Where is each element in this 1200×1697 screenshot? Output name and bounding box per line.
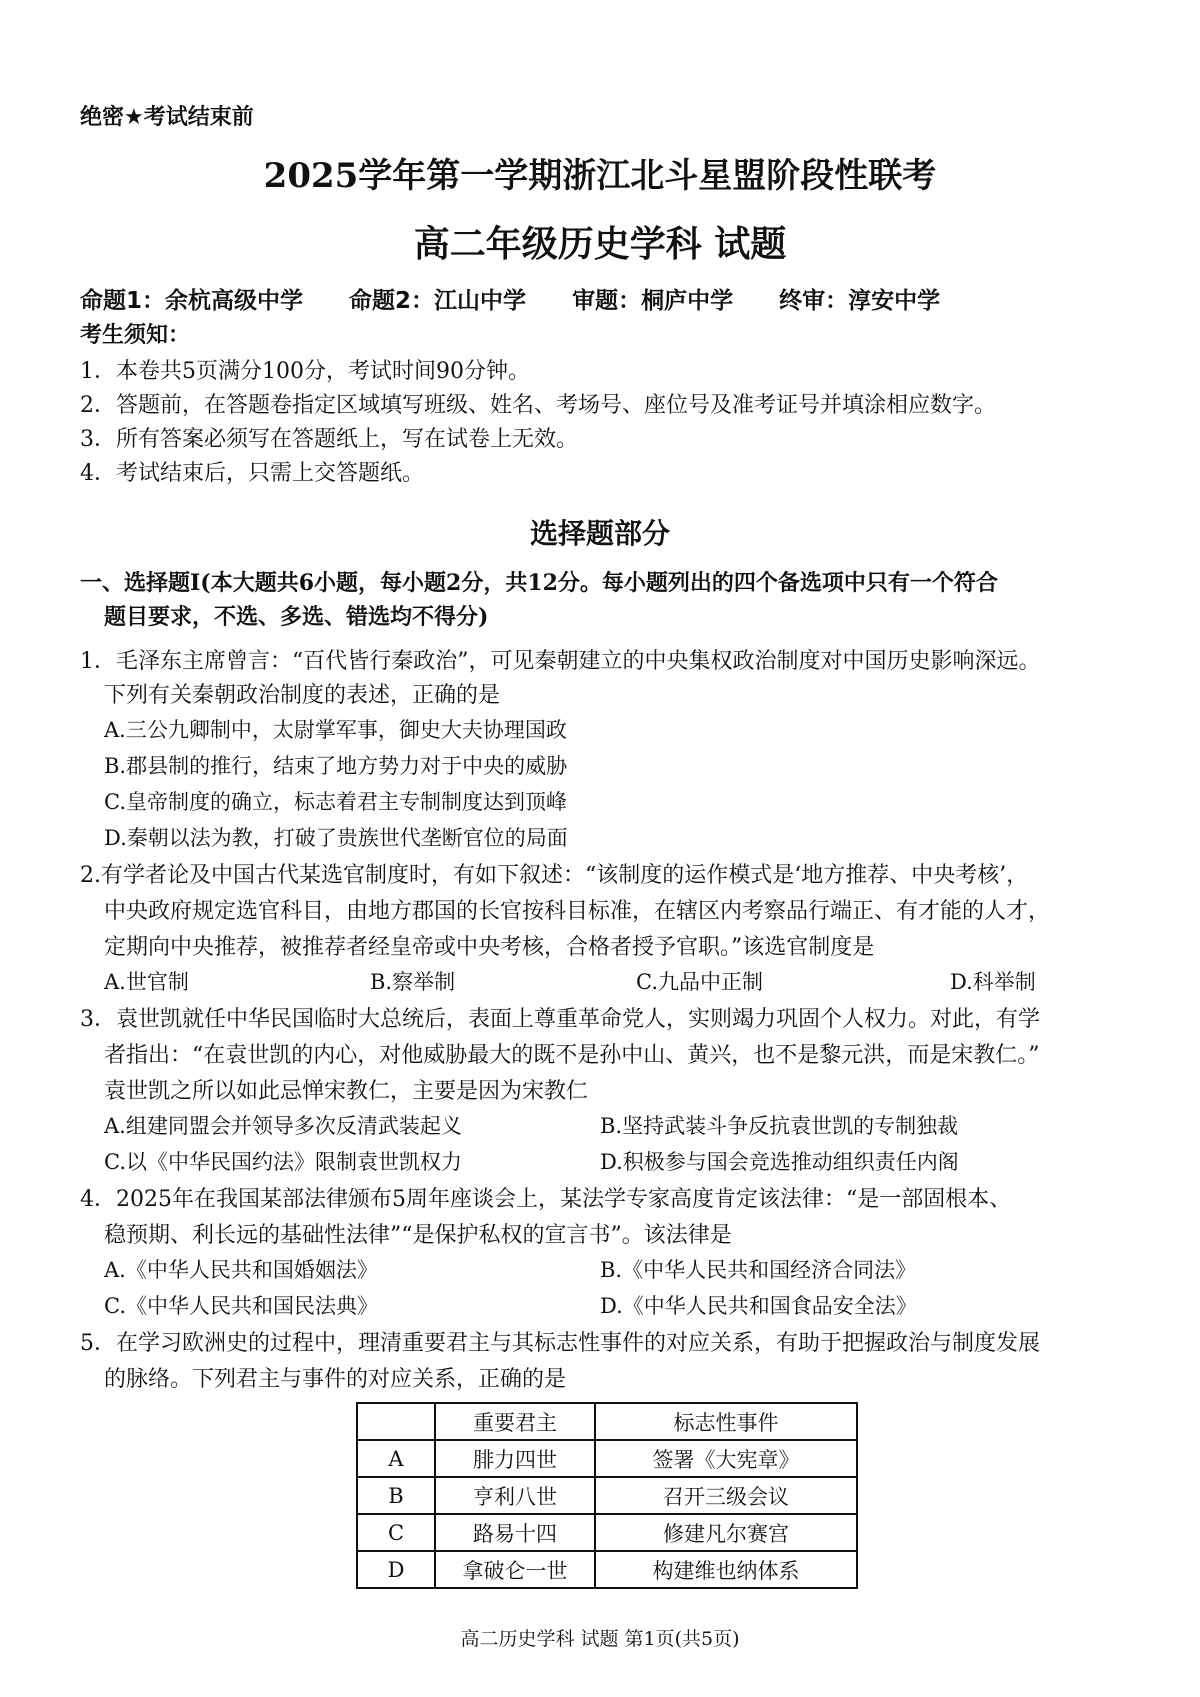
table-cell: 拿破仑一世 [435,1551,595,1588]
table-cell: 召开三级会议 [595,1477,857,1514]
exam-subtitle: 高二年级历史学科 试题 [413,223,787,265]
question-4-option-a: A.《中华人民共和国婚姻法》 [104,1258,378,1282]
question-1-option-b: B.郡县制的推行，结束了地方势力对于中央的威胁 [104,754,568,778]
question-1-option-c: C.皇帝制度的确立，标志着君主专制制度达到顶峰 [104,790,567,814]
confidential-mark: 绝密★考试结束前 [80,105,254,130]
question-4-option-c: C.《中华人民共和国民法典》 [104,1294,378,1318]
table-row [357,1440,857,1477]
part-instruction: 一、选择题Ⅰ(本大题共6小题，每小题2分，共12分。每小题列出的四个备选项中只有一个符合 [80,570,998,596]
section-title: 选择题部分 [529,517,670,550]
table-cell: 签署《大宪章》 [595,1440,857,1477]
table-cell: 腓力四世 [435,1440,595,1477]
table-cell: C [357,1514,435,1551]
question-3-option-d: D.积极参与国会竞选推动组织责任内阁 [600,1150,959,1174]
question-2-option-d: D.科举制 [950,970,1036,994]
author-1: 命题1：余杭高级中学 [80,288,304,314]
question-3-stem: 3．袁世凯就任中华民国临时大总统后，表面上尊重革命党人，实则竭力巩固个人权力。对此，有学 [80,1007,1041,1032]
question-4-stem: 4．2025年在我国某部法律颁布5周年座谈会上，某法学专家高度肯定该法律：“是一部固根本、 [80,1187,1012,1212]
question-2-stem: 定期向中央推荐，被推荐者经皇帝或中央考核，合格者授予官职。”该选官制度是 [104,935,875,960]
table-row [357,1477,857,1514]
question-2-option-b: B.察举制 [370,970,456,994]
question-1-stem: 1．毛泽东主席曾言：“百代皆行秦政治”，可见秦朝建立的中央集权政治制度对中国历史影响深远。 [80,649,1041,674]
monarch-event-table [356,1402,858,1589]
table-cell: B [357,1477,435,1514]
notice-item: 2．答题前，在答题卷指定区域填写班级、姓名、考场号、座位号及准考证号并填涂相应数字。 [80,393,997,418]
question-2-option-a: A.世官制 [104,970,189,994]
exam-title: 2025学年第一学期浙江北斗星盟阶段性联考 [263,156,937,196]
table-cell: A [357,1440,435,1477]
table-header-row [357,1403,857,1440]
table-row [357,1514,857,1551]
question-3-option-a: A.组建同盟会并领导多次反清武装起义 [104,1114,462,1138]
table-cell: 修建凡尔赛宫 [595,1514,857,1551]
author-2: 命题2：江山中学 [349,288,527,314]
question-3-option-c: C.以《中华民国约法》限制袁世凯权力 [104,1150,462,1174]
table-cell: 亨利八世 [435,1477,595,1514]
question-4-stem: 稳预期、利长远的基础性法律”“是保护私权的宣言书”。该法律是 [104,1223,732,1248]
question-1-stem: 下列有关秦朝政治制度的表述，正确的是 [104,683,501,708]
question-5-stem: 的脉络。下列君主与事件的对应关系，正确的是 [104,1367,567,1392]
question-2-stem: 2.有学者论及中国古代某选官制度时，有如下叙述：“该制度的运作模式是‘地方推荐、中央考核’， [80,863,1029,888]
notice-item: 1．本卷共5页满分100分，考试时间90分钟。 [80,359,530,384]
question-2-option-c: C.九品中正制 [636,970,763,994]
author-3: 审题：桐庐中学 [572,288,734,314]
table-cell: 路易十四 [435,1514,595,1551]
notice-item: 3．所有答案必须写在答题纸上，写在试卷上无效。 [80,427,578,452]
table-header-cell: 重要君主 [435,1403,595,1440]
table-cell: 构建维也纳体系 [595,1551,857,1588]
author-4: 终审：淳安中学 [779,288,941,314]
question-1-option-a: A.三公九卿制中，太尉掌军事，御史大夫协理国政 [104,718,567,742]
question-3-option-b: B.坚持武装斗争反抗袁世凯的专制独裁 [600,1114,959,1138]
author-line [80,282,978,315]
question-4-option-b: B.《中华人民共和国经济合同法》 [600,1258,917,1282]
question-4-option-d: D.《中华人民共和国食品安全法》 [600,1294,917,1318]
question-2-stem: 中央政府规定选官科目，由地方郡国的长官按科目标准，在辖区内考察品行端正、有才能的人才， [104,899,1051,924]
part-instruction: 题目要求，不选、多选、错选均不得分) [104,604,489,630]
question-1-option-d: D.秦朝以法为教，打破了贵族世代垄断官位的局面 [104,826,568,850]
notice-item: 4．考试结束后，只需上交答题纸。 [80,461,424,486]
table-cell: D [357,1551,435,1588]
notice-heading: 考生须知： [80,323,191,348]
table-header-cell [357,1403,435,1440]
question-3-stem: 袁世凯之所以如此忌惮宋教仁，主要是因为宋教仁 [104,1079,589,1104]
page-footer: 高二历史学科 试题 第1页(共5页) [460,1628,740,1650]
table-row [357,1551,857,1588]
question-3-stem: 者指出：“在袁世凯的内心，对他威胁最大的既不是孙中山、黄兴，也不是黎元洪，而是宋教仁。” [104,1043,1040,1068]
table-header-cell: 标志性事件 [595,1403,857,1440]
question-5-stem: 5．在学习欧洲史的过程中，理清重要君主与其标志性事件的对应关系，有助于把握政治与制度发展 [80,1331,1041,1356]
